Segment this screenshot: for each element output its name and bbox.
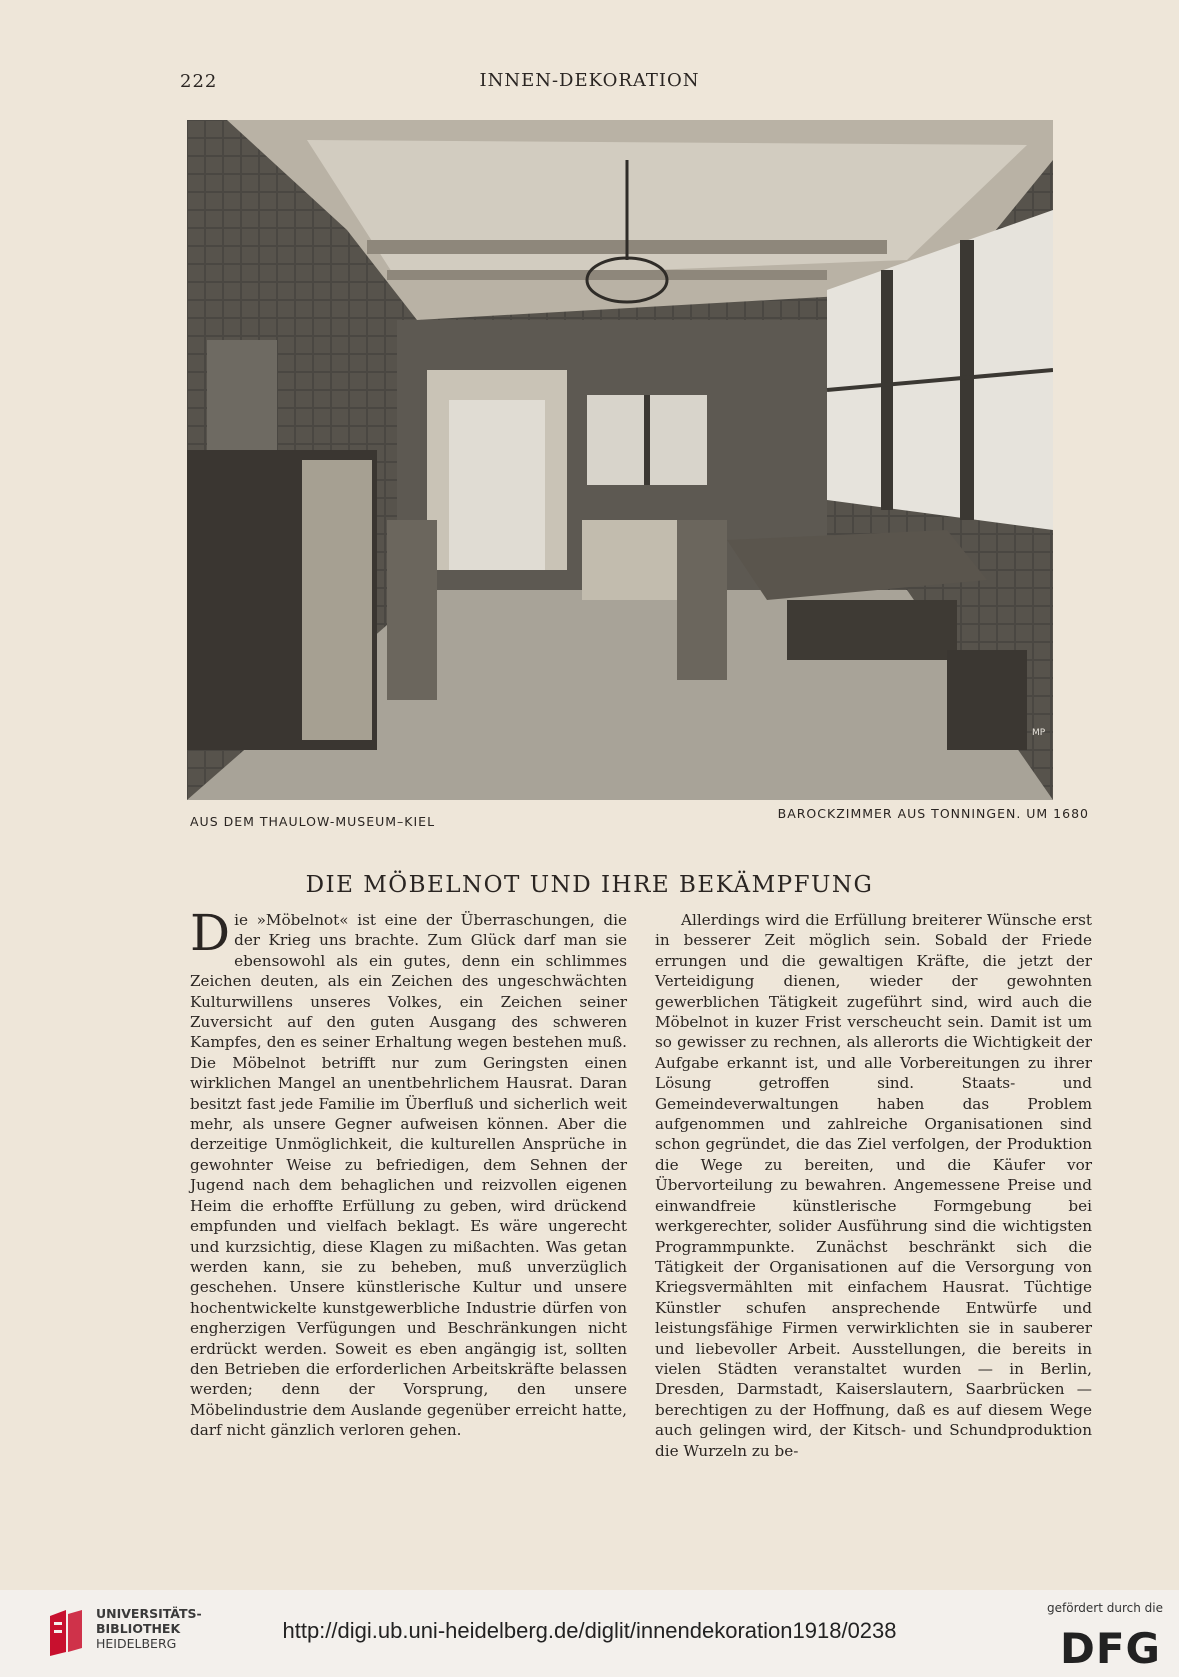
photo-caption: BAROCKZIMMER AUS TONNINGEN. UM 1680: [777, 806, 1089, 821]
stove-top-ornament: [207, 340, 277, 450]
paragraph: Die »Möbelnot« ist eine der Überraschungen, die der Krieg uns brachte. Zum Glück darf man sie ebensowohl als ein gutes, denn ein schlimmes Zeichen deuten, als ein Zeichen des ungeschwächten Kulturwillens unseres Volkes, ein Zeichen seiner Zuversicht auf den guten Ausgang des schweren Kampfes, den es seiner Erhaltung wegen bestehen muß. Die Möbelnot betrifft nur zum Geringsten einen wirklichen Mangel an unentbehrlichem Hausrat. Daran besitzt fast jede Familie im Überfluß und sicherlich weit mehr, als unsere Gegner aufweisen können. Aber die derzeitige Unmöglichkeit, die kulturellen Ansprüche in gewohnter Weise zu befriedigen, dem Sehnen der Jugend nach dem behaglichen und reizvollen eigenen Heim die erhoffte Erfüllung zu geben, wird drückend empfunden und vielfach beklagt. Es wäre ungerecht und kurzsichtig, diese Klagen zu mißachten. Was getan werden kann, sie zu beheben, muß unverzüglich geschehen. Unsere künstlerische Kultur und unsere hochentwickelte kunstgewerbliche Industrie dürfen von engherzigen Verfügungen und Beschränkungen nicht erdrückt werden. Soweit es eben angängig ist, sollten den Betrieben die erforderlichen Arbeitskräfte belassen werden; denn der Vorsprung, den unsere Möbelindustrie dem Auslande gegenüber erreicht hatte, darf nicht gänzlich verloren gehen.: [190, 904, 627, 1440]
photographer-monogram: MP: [1032, 728, 1046, 738]
chair: [387, 520, 437, 700]
stove-side: [302, 460, 372, 740]
text-column-left: [190, 904, 627, 1441]
ceiling-beam: [387, 270, 827, 280]
table-base: [787, 600, 957, 660]
photo-credit: AUS DEM THAULOW-MUSEUM–KIEL: [190, 814, 436, 829]
library-name: UNIVERSITÄTS- BIBLIOTHEK HEIDELBERG: [96, 1606, 202, 1651]
page-number: 222: [180, 71, 218, 92]
source-url-link[interactable]: http://digi.ub.uni-heidelberg.de/diglit/innendekoration1918/0238: [282, 1618, 897, 1643]
article-title: DIE MÖBELNOT UND IHRE BEKÄMPFUNG: [305, 872, 874, 898]
stool: [947, 650, 1027, 750]
funding-note: gefördert durch die: [1047, 1601, 1163, 1615]
drop-cap: D: [190, 904, 231, 962]
baroque-room-photograph: [187, 120, 1053, 800]
chair: [677, 520, 727, 680]
doorway: [449, 400, 545, 570]
paragraph: Allerdings wird die Erfüllung breiterer Wünsche erst in besserer Zeit möglich sein. Sobald der Friede errungen und die gewaltigen Kräfte, die jetzt der Verteidigung dienen, wieder der gewohnten gewerblichen Tätigkeit zugeführt sind, wird auch die Möbelnot in kuzer Frist verscheucht sein. Damit ist um so gewisser zu rechnen, als allerorts die Wichtigkeit der Aufgabe erkannt ist, und alle Vorbereitungen zu ihrer Lösung getroffen sind. Staats- und Gemeindeverwaltungen haben das Problem aufgenommen und zahlreiche Organisationen sind schon gegründet, die das Ziel verfolgen, der Produktion die Wege zu bereiten, und die Käufer vor Übervorteilung zu bewahren. Angemessene Preise und einwandfreie künstlerische Formgebung bei werkgerechter, solider Ausführung sind die wichtigsten Programmpunkte. Zunächst beschränkt sich die Tätigkeit der Organisationen auf die Versorgung von Kriegsvermählten mit einfachem Hausrat. Tüchtige Künstler schufen ansprechende Entwürfe und leistungsfähige Firmen verwirklichten sie in sauberer und liebevoller Arbeit. Ausstellungen, die bereits in vielen Städten veranstaltet wurden — in Berlin, Dresden, Darmstadt, Kaiserslautern, Saarbrücken — berechtigen zu der Hoffnung, daß es auf diesem Wege auch gelingen wird, der Kitsch- und Schundproduktion die Wurzeln zu be-: [655, 911, 1092, 1460]
dfg-logo[interactable]: DFG: [1059, 1624, 1161, 1673]
text-column-right: [655, 910, 1092, 1461]
running-head: INNEN-DEKORATION: [479, 70, 700, 91]
